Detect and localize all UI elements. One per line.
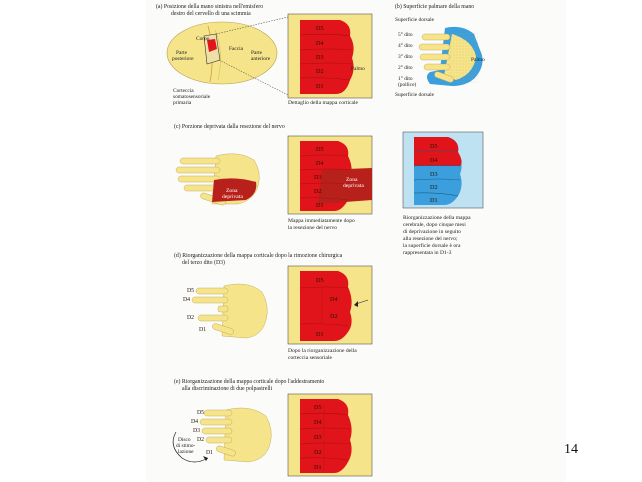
hand-b-finger-2 <box>424 64 450 70</box>
hand-d-d4: D4 <box>183 297 191 303</box>
map-d-caption-2: corteccia sensoriale <box>288 355 332 361</box>
map-d-d1: D1 <box>316 331 324 338</box>
map-a-d5: D5 <box>316 25 324 32</box>
hand-b-finger-4 <box>419 44 450 50</box>
hand-e-finger-3 <box>202 428 232 434</box>
map-a-digits-region <box>300 20 354 94</box>
map-c-mid-caption-1: Mappa immediatamente dopo <box>288 218 355 224</box>
map-e-digits <box>300 399 352 473</box>
map-c-mid-zona: Zona <box>346 177 358 183</box>
map-e-d3: D3 <box>314 434 322 441</box>
finger-1-pollice: (pollice) <box>398 82 417 88</box>
map-c-right-caption-5: la superficie dorsale è ora <box>403 243 461 249</box>
panel-e-heading: (e) Riorganizzazione della mappa corticale dopo l'addestramento <box>174 379 325 385</box>
panel-b-palmo: Palmo <box>471 57 485 63</box>
panel-b-heading: (b) Superficie palmare della mano <box>395 4 475 10</box>
map-c-right-caption-3: di deprivazione in seguito <box>403 229 461 235</box>
map-c-mid-d1: D1 <box>316 202 324 209</box>
panel-b <box>395 3 485 98</box>
map-e-d5: D5 <box>314 404 322 411</box>
map-c-mid-d2: D2 <box>314 188 322 195</box>
map-c-mid-deprivata: deprivata <box>343 183 364 189</box>
panel-a <box>156 3 372 106</box>
hand-e-finger-4 <box>200 419 232 425</box>
hand-e-d4: D4 <box>191 419 199 425</box>
hand-b-finger-3 <box>420 54 450 60</box>
map-c-right-caption-1: Riorganizzazione della mappa <box>403 215 471 221</box>
panel-e-heading-line2: alla discriminazione di due polpastrelli <box>182 386 273 392</box>
hand-d-finger-5 <box>196 288 228 294</box>
map-d-caption-1: Dopo la riorganizzazione della <box>288 348 357 354</box>
hand-c-finger-4 <box>176 167 220 173</box>
finger-2-label: 2° dito <box>398 65 413 71</box>
map-a-caption: Dettaglio della mappa corticale <box>288 100 359 106</box>
map-a-palmo: Palmo <box>351 66 365 72</box>
label-cortex-2: somatosensoriale <box>173 94 211 100</box>
hand-d-d2: D2 <box>187 315 195 321</box>
map-c-right-d3: D3 <box>430 171 438 178</box>
map-c-right-caption-6: rappresentata in D1-3 <box>403 250 452 256</box>
label-cortex-1: Corteccia <box>173 88 194 94</box>
hand-e-d2: D2 <box>197 437 205 443</box>
panel-d-heading: (d) Riorganizzazione della mappa corticale dopo la rimozione chirurgica <box>174 253 343 259</box>
map-c-mid-d4: D4 <box>316 160 324 167</box>
hand-e-d5: D5 <box>197 410 205 416</box>
map-c-right-caption-4: alla resezione del nervo; <box>403 236 458 242</box>
map-c-right-d4: D4 <box>430 157 438 164</box>
map-c-right-d1: D1 <box>430 197 438 204</box>
label-corpo: Corpo <box>196 36 210 42</box>
hand-d-finger-4 <box>192 297 228 303</box>
map-c-right-d5: D5 <box>430 143 438 150</box>
map-c-right-caption-2: cerebrale, dopo cinque mesi <box>403 222 466 228</box>
hand-d-d1: D1 <box>199 327 207 333</box>
panel-c <box>174 123 483 256</box>
label-parte-posteriore: Parte <box>176 50 188 56</box>
finger-3-label: 3° dito <box>398 54 413 60</box>
hand-e-d3: D3 <box>193 428 201 434</box>
map-c-mid-d3: D3 <box>314 174 322 181</box>
finger-4-label: 4° dito <box>398 43 413 49</box>
label-parte-anteriore: Parte <box>251 50 263 56</box>
hand-d-finger-2 <box>198 315 228 321</box>
hand-c-zona: Zona <box>226 188 238 194</box>
disco-label-1: Disco <box>178 437 191 443</box>
hand-d-finger-3-stump <box>218 306 228 312</box>
panel-b-dorsal-top: Superficie dorsale <box>395 17 435 23</box>
hand-b-finger-5 <box>422 34 450 40</box>
panel-d-heading-line2: del terzo dito (D3) <box>182 260 225 266</box>
map-d-d2: D2 <box>330 313 338 320</box>
panel-c-heading: (c) Porzione deprivata dalla resezione del nervo <box>174 124 285 130</box>
hand-e-d1: D1 <box>206 450 214 456</box>
panel-d <box>174 252 372 361</box>
disco-label-3: lazione <box>178 449 194 455</box>
finger-1-label: 1° dito <box>398 76 413 82</box>
map-c-right-d2: D2 <box>430 184 438 191</box>
hand-c-deprivata: deprivata <box>222 194 243 200</box>
map-c-mid-caption-2: la resezione del nervo <box>288 225 337 231</box>
label-parte-anteriore-2: anteriore <box>251 56 271 62</box>
label-cortex-3: primaria <box>173 100 192 106</box>
panel-b-dorsal-bottom: Superficie dorsale <box>395 92 435 98</box>
page-number: 14 <box>564 442 578 457</box>
hand-e-finger-5 <box>204 410 232 416</box>
hand-e-finger-2 <box>206 437 232 443</box>
finger-5-label: 5° dito <box>398 32 413 38</box>
hand-c-finger-3 <box>178 176 220 182</box>
map-e-d1: D1 <box>314 464 322 471</box>
map-a-d1: D1 <box>316 83 324 90</box>
hand-c-finger-5 <box>180 158 220 164</box>
map-a-d4: D4 <box>316 40 324 47</box>
panel-e <box>173 378 372 476</box>
map-d-d5: D5 <box>316 277 324 284</box>
map-d-digits <box>300 271 352 341</box>
map-e-d4: D4 <box>314 419 322 426</box>
map-e-d2: D2 <box>314 449 322 456</box>
map-a-d3: D3 <box>316 54 324 61</box>
label-parte-posteriore-2: posteriore <box>172 56 194 62</box>
hand-d-d5: D5 <box>187 288 195 294</box>
map-a-d2: D2 <box>316 68 324 75</box>
label-faccia: Faccia <box>229 46 244 52</box>
disco-label-2: di stimo- <box>176 443 196 449</box>
panel-a-heading: (a) Posizione della mano sinistra nell'emisfero <box>156 4 264 10</box>
map-d-d4: D4 <box>330 296 338 303</box>
map-c-mid-d5: D5 <box>316 146 324 153</box>
panel-a-heading-line2: destro del cervello di una scimmia <box>171 11 251 17</box>
